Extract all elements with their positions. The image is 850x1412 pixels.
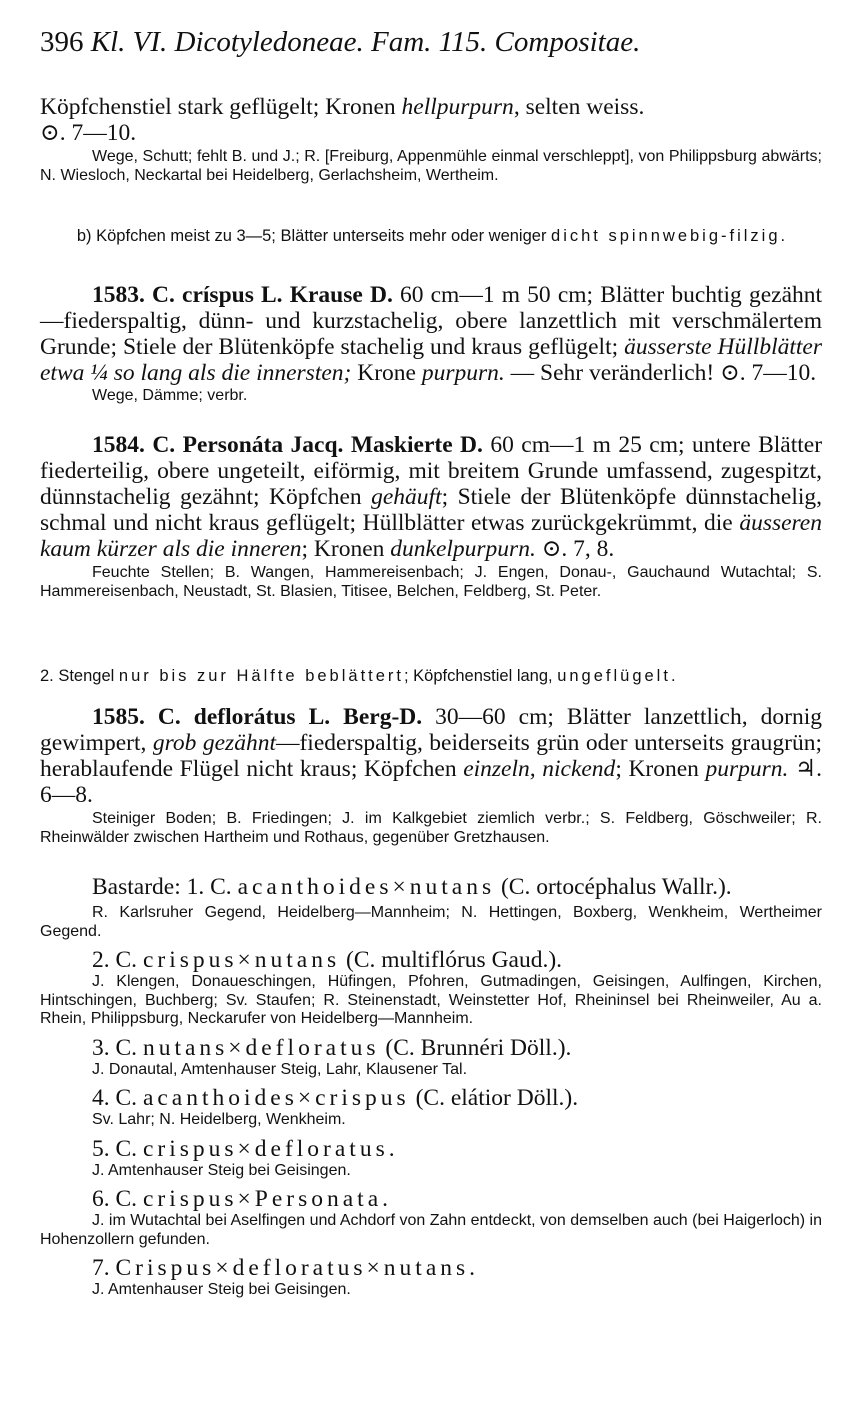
hybrid-2	[40, 947, 822, 973]
hybrid-4-localities: Sv. Lahr; N. Heidelberg, Wenkheim.	[92, 1111, 346, 1128]
hybrid-5	[40, 1136, 822, 1162]
hybrid-1-formula: acanthoides×nutans	[237, 874, 496, 900]
hybrid-3-synonym: (C. Brunnéri Döll.).	[379, 1034, 572, 1061]
species-1583-description	[40, 282, 822, 386]
species-1585-desc-b: grob gezähnt	[152, 730, 276, 756]
species-1584-desc-c: ; Stiele der Blütenköpfe dünnstachelig, schmal und nicht kraus geflügelt; Hüllblätter etwas zurückgekrümmt, die	[40, 484, 822, 536]
species-1585-name: C. deflorátus L.	[157, 704, 331, 730]
hybrid-2-localities: J. Klengen, Donaueschingen, Hüfingen, Pfohren, Gutmadingen, Geisingen, Aulfingen, Kirchen, Hintschingen, Buchberg; Sv. Staufen; R. Steinenstadt, Weinstetter Hof, Rheininsel bei Rheinweiler, Au a. Rhein, Philippsburg, Neckarufer von Heidelberg—Mannheim.	[40, 973, 822, 1027]
page-number: 396	[40, 26, 84, 58]
hybrid-5-num: 5. C.	[92, 1135, 138, 1162]
hybrid-3	[40, 1035, 822, 1061]
hybrid-5-formula: crispus×defloratus.	[142, 1135, 399, 1162]
hybrid-6	[40, 1186, 822, 1212]
key-2-text-b: nur bis zur Hälfte beblättert	[118, 667, 404, 685]
hybrids-block	[40, 874, 822, 1300]
hybrid-2-synonym: (C. multiflórus Gaud.).	[340, 947, 563, 973]
species-1583-localities: Wege, Dämme; verbr.	[92, 387, 248, 404]
hybrid-7	[40, 1255, 822, 1281]
hybrid-5-localities: J. Amtenhauser Steig bei Geisingen.	[92, 1161, 351, 1179]
hybrid-1	[40, 874, 822, 900]
species-1585-german: Berg-D.	[343, 704, 423, 730]
key-2	[40, 666, 822, 686]
species-1585-desc-e: ; Kronen	[615, 756, 706, 782]
hybrid-6-formula: crispus×Personata.	[142, 1186, 393, 1212]
species-1585-description	[40, 704, 822, 808]
hybrid-2-num: 2. C.	[92, 947, 138, 973]
key-b-text-b: dicht spinnwebig-filzig	[551, 227, 781, 245]
species-1583-desc-d: purpurn.	[421, 360, 505, 386]
intro-block	[40, 94, 822, 185]
species-1585-desc-d: einzeln, nickend	[463, 756, 616, 782]
species-1585-desc-c: —fiederspaltig, beiderseits grün oder unterseits graugrün; herablaufende Flügel nicht kraus; Köpfchen	[40, 730, 822, 782]
key-2-text-c: ; Köpfchenstiel lang,	[404, 667, 558, 685]
species-1583-desc-c: Krone	[351, 360, 422, 386]
species-1584-number: 1584.	[92, 432, 145, 458]
species-1583-name: C. críspus L.	[152, 282, 283, 308]
key-b	[40, 226, 822, 246]
key-b-block	[40, 226, 822, 246]
key-2-text-d: ungeflügelt	[557, 667, 671, 685]
species-1585-localities: Steiniger Boden; B. Friedingen; J. im Kalkgebiet ziemlich verbr.; S. Feldberg, Göschweiler; R. Rheinwälder zwischen Hartheim und Rothaus, gegenüber Gretzhausen.	[40, 810, 822, 846]
hybrid-7-formula: Crispus×defloratus×nutans.	[115, 1255, 480, 1281]
species-1583-desc-a: 60 cm—1 m 50 cm; Blätter buchtig gezähnt—fiederspaltig, dünn- und kurzstachelig, obere lanzettlich mit verschmälertem Grunde; Stiele der Blütenköpfe stachelig und kraus geflügelt;	[40, 282, 823, 360]
hybrid-4-synonym: (C. elátior Döll.).	[409, 1085, 579, 1111]
header-family-name: Compositae.	[494, 26, 641, 58]
hybrid-1-synonym: (C. ortocéphalus Wallr.).	[495, 874, 732, 900]
hybrid-7-localities: J. Amtenhauser Steig bei Geisingen.	[92, 1281, 351, 1298]
species-1585-number: 1585.	[92, 704, 145, 730]
intro-text-c: , selten weiss.	[513, 94, 645, 120]
species-1585-desc-a: 30—60 cm; Blätter lanzettlich, dornig gewimpert,	[40, 704, 822, 756]
hybrid-2-formula: crispus×nutans	[142, 947, 341, 973]
species-1585-desc-f: purpurn.	[705, 756, 789, 782]
hybrid-3-formula: nutans×defloratus	[142, 1034, 380, 1061]
key-b-text-a: b) Köpfchen meist zu 3—5; Blätter unterseits mehr oder weniger	[76, 227, 552, 245]
hybrid-1-localities: R. Karlsruher Gegend, Heidelberg—Mannheim; N. Hettingen, Boxberg, Wenkheim, Wertheimer Gegend.	[40, 904, 822, 940]
header-class: Kl. VI.	[90, 26, 168, 58]
species-1584-desc-b: gehäuft	[371, 484, 442, 510]
species-1585	[40, 704, 822, 847]
intro-text-a: Köpfchenstiel stark geflügelt; Kronen	[40, 94, 402, 120]
species-1585-desc-g: ♃. 6—8.	[40, 756, 822, 808]
species-1584-desc-g: ⊙. 7, 8.	[535, 536, 615, 562]
hybrids-intro: Bastarde:	[92, 874, 181, 900]
species-1583-number: 1583.	[92, 282, 145, 308]
species-1583-german: Krause D.	[289, 282, 393, 308]
hybrid-3-localities: J. Donautal, Amtenhauser Steig, Lahr, Klausener Tal.	[92, 1060, 468, 1078]
intro-localities: Wege, Schutt; fehlt B. und J.; R. [Freiburg, Appenmühle einmal verschleppt], von Philippsburg abwärts; N. Wiesloch, Neckartal bei Heidelberg, Gerlachsheim, Wertheim.	[40, 148, 822, 184]
hybrid-4-num: 4. C.	[92, 1085, 138, 1111]
key-2-block	[40, 666, 822, 686]
species-1584-desc-a: 60 cm—1 m 25 cm; untere Blätter fiederteilig, obere ungeteilt, eiförmig, mit breitem Grunde umfassend, zugespitzt, dünnstachelig gezähnt; Köpfchen	[40, 432, 823, 510]
species-1584-name: C. Personáta Jacq.	[152, 432, 344, 458]
hybrid-6-localities: J. im Wutachtal bei Aselfingen und Achdorf von Zahn entdeckt, von demselben auch (bei Haigerloch) in Hohenzollern gefunden.	[40, 1212, 822, 1248]
species-1583-desc-b: äusserste Hüllblätter etwa ¼ so lang als die innersten;	[40, 334, 822, 386]
species-1584-desc-f: dunkelpurpurn.	[390, 536, 536, 562]
species-1583	[40, 282, 822, 406]
hybrid-4	[40, 1085, 822, 1111]
key-2-text-e: .	[670, 667, 676, 685]
intro-text-d: ⊙. 7—10.	[40, 120, 137, 146]
hybrid-1-num: 1. C.	[186, 874, 232, 900]
hybrid-7-num: 7.	[92, 1255, 110, 1281]
species-1583-desc-e: — Sehr veränderlich! ⊙. 7—10.	[504, 360, 817, 386]
species-1584-desc-d: äusseren kaum kürzer als die inneren	[40, 510, 822, 562]
intro-text-b: hellpurpurn	[401, 94, 514, 120]
key-2-text-a: 2. Stengel	[40, 667, 119, 685]
hybrid-6-num: 6. C.	[92, 1186, 138, 1212]
intro-description	[40, 94, 822, 146]
species-1584-german: Maskierte D.	[350, 432, 483, 458]
hybrid-3-num: 3. C.	[92, 1034, 138, 1061]
header-division: Dicotyledoneae.	[174, 26, 364, 58]
species-1584	[40, 432, 822, 601]
species-1584-desc-e: ; Kronen	[301, 536, 391, 562]
hybrid-4-formula: acanthoides×crispus	[142, 1085, 410, 1111]
header-family: Fam. 115.	[371, 26, 488, 58]
running-header	[40, 26, 640, 59]
key-b-text-c: .	[780, 227, 786, 245]
species-1584-description	[40, 432, 822, 562]
species-1584-localities: Feuchte Stellen; B. Wangen, Hammereisenbach; J. Engen, Donau-, Gauchaund Wutachtal; S. Hammereisenbach, Neustadt, St. Blasien, Titisee, Belchen, Feldberg, St. Peter.	[40, 564, 822, 600]
